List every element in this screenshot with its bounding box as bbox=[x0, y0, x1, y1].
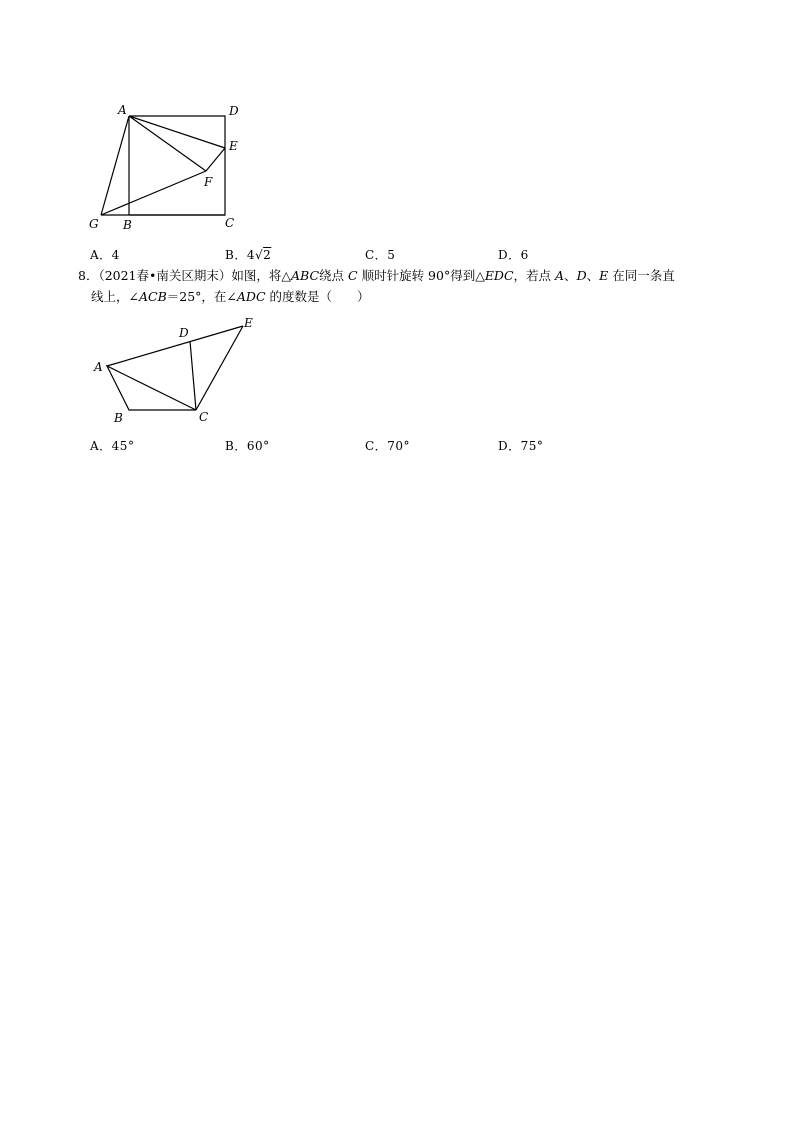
q7-option-c-value: 5 bbox=[387, 248, 396, 262]
q8-text: ，若点 bbox=[513, 268, 556, 283]
q7-label-b: B bbox=[123, 218, 132, 232]
q8-option-d-value: 75° bbox=[520, 439, 544, 453]
q7-label-e: E bbox=[229, 139, 238, 153]
q7-option-a-value: 4 bbox=[111, 248, 120, 262]
q7-label-f: F bbox=[204, 175, 213, 189]
q8-option-d-letter: D． bbox=[498, 439, 521, 453]
q7-label-d: D bbox=[229, 104, 239, 118]
q8-var: D bbox=[576, 268, 587, 283]
q8-label-e: E bbox=[244, 316, 253, 330]
q8-var: E bbox=[599, 268, 609, 283]
q8-option-a-letter: A． bbox=[90, 439, 112, 453]
q8-option-c bbox=[365, 437, 410, 454]
q8-text: ＝25°，在∠ bbox=[166, 289, 237, 304]
q7-segment-gf bbox=[101, 171, 206, 215]
q8-option-c-letter: C． bbox=[365, 439, 388, 453]
q7-label-c: C bbox=[225, 216, 235, 230]
q8-text: 、 bbox=[564, 268, 577, 283]
q7-option-c-letter: C． bbox=[365, 248, 388, 262]
q8-option-b-value: 60° bbox=[246, 439, 270, 453]
q8-segment-ae bbox=[107, 326, 243, 366]
q8-figure bbox=[88, 312, 258, 428]
q8-var: EDC bbox=[484, 268, 514, 283]
q7-option-c bbox=[365, 246, 395, 263]
q8-stem-line2 bbox=[78, 286, 738, 307]
q7-figure bbox=[80, 100, 250, 235]
q8-var: ADC bbox=[236, 289, 266, 304]
q7-option-b bbox=[225, 246, 271, 263]
q7-option-d-letter: D． bbox=[498, 248, 521, 262]
q8-text: 在同一条直 bbox=[608, 268, 675, 283]
q8-segment-dc bbox=[190, 341, 196, 410]
q7-segment-ag bbox=[101, 116, 129, 215]
q8-var: A bbox=[555, 268, 565, 283]
q8-var: ACB bbox=[138, 289, 167, 304]
q8-text: 、 bbox=[586, 268, 600, 283]
q8-option-d bbox=[498, 437, 543, 454]
q8-option-b bbox=[225, 437, 270, 454]
q7-option-a bbox=[90, 246, 120, 263]
q8-option-c-value: 70° bbox=[387, 439, 410, 453]
q8-var: ABC bbox=[291, 268, 320, 283]
q7-option-d-value: 6 bbox=[520, 248, 529, 262]
q8-label-d: D bbox=[179, 326, 189, 340]
q8-text: 绕点 bbox=[319, 268, 349, 283]
q8-label-c: C bbox=[199, 410, 209, 424]
q7-segment-ae bbox=[129, 116, 225, 148]
q8-stem bbox=[78, 265, 738, 307]
sqrt-icon: √ bbox=[254, 248, 264, 262]
q8-source: （2021春•南关区期末） bbox=[98, 268, 232, 283]
q8-option-b-letter: B． bbox=[225, 439, 247, 453]
q7-label-a: A bbox=[118, 103, 127, 117]
q7-option-d bbox=[498, 246, 529, 263]
q8-text: 线上，∠ bbox=[91, 289, 139, 304]
q8-triangle-abc bbox=[107, 366, 196, 410]
q8-segment-ec bbox=[196, 326, 243, 410]
q8-var: C bbox=[348, 268, 358, 283]
q7-option-b-letter: B． bbox=[225, 248, 247, 262]
q8-option-a-value: 45° bbox=[111, 439, 135, 453]
q8-text: 如图，将△ bbox=[231, 268, 292, 283]
q8-text: 的度数是（ ） bbox=[265, 289, 370, 304]
q8-stem-line1 bbox=[78, 265, 738, 286]
q7-option-b-radicand: 2 bbox=[263, 248, 272, 262]
q8-option-a bbox=[90, 437, 134, 454]
q8-text: 顺时针旋转 90°得到△ bbox=[357, 268, 485, 283]
q8-number: 8． bbox=[78, 268, 99, 283]
q8-label-b: B bbox=[114, 411, 123, 425]
q8-label-a: A bbox=[94, 360, 103, 374]
q7-segment-af bbox=[129, 116, 206, 171]
q7-label-g: G bbox=[89, 217, 99, 231]
q7-option-b-value: 4 bbox=[246, 248, 255, 262]
q7-segment-ef bbox=[206, 148, 225, 171]
q7-option-a-letter: A． bbox=[90, 248, 112, 262]
